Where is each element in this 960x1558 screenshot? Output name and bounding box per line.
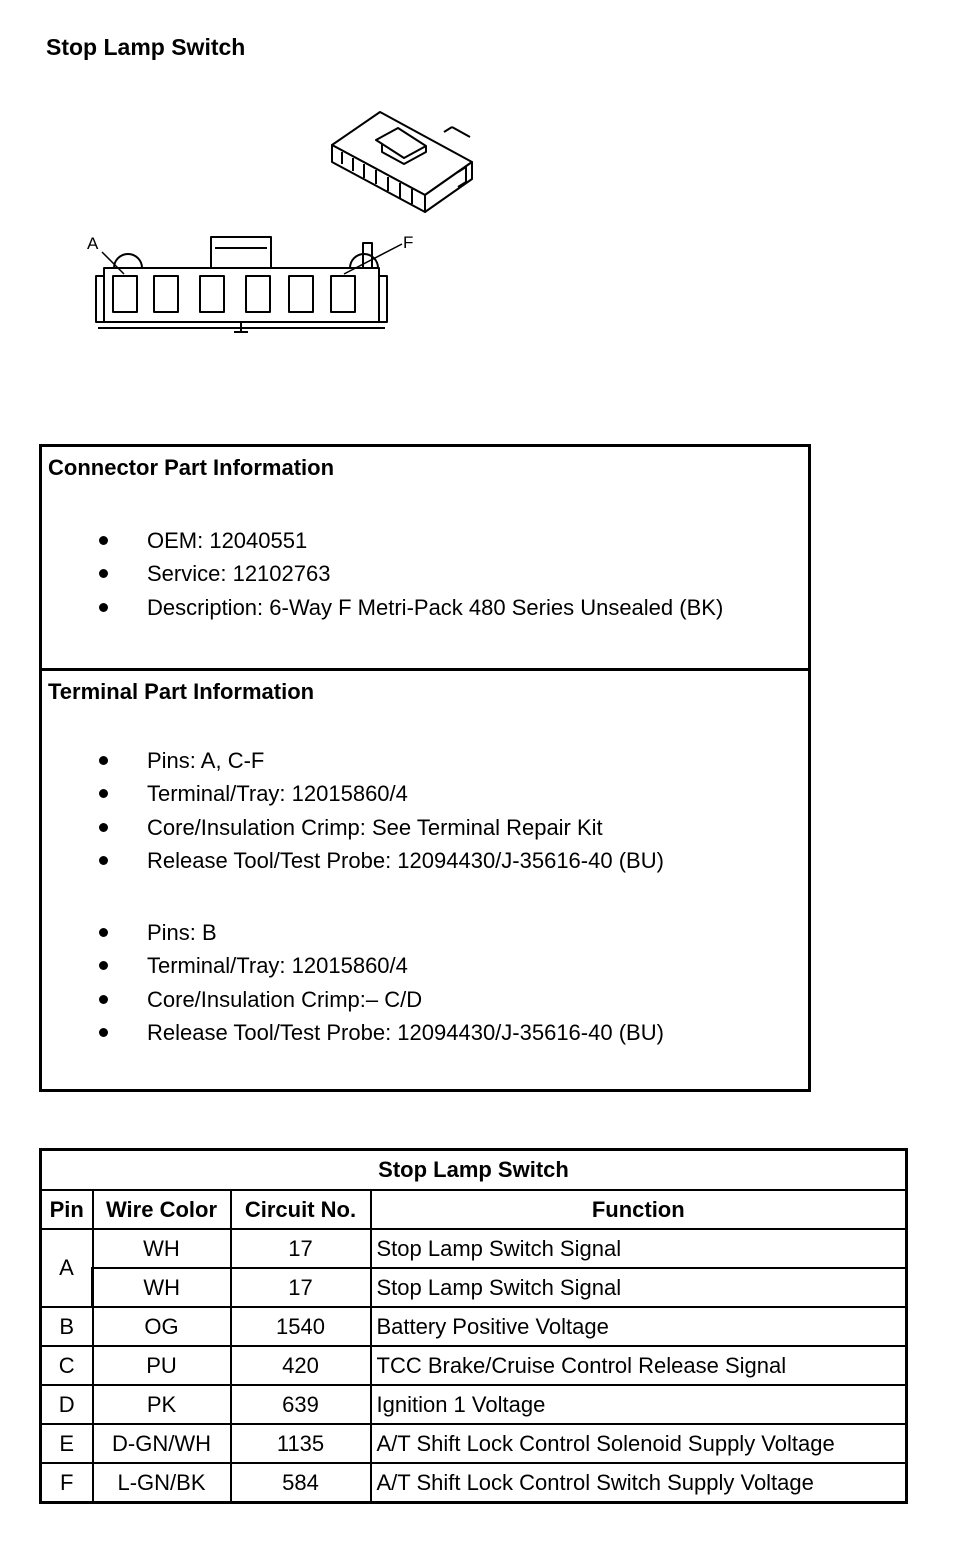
circuit-cell: 639	[231, 1385, 371, 1424]
bullet-icon	[99, 756, 108, 765]
bullet-icon	[99, 569, 108, 578]
pin-cell: D	[41, 1385, 93, 1424]
list-item: Release Tool/Test Probe: 12094430/J-35616-40 (BU)	[42, 1016, 808, 1049]
terminal-info-list-group-1	[42, 744, 808, 878]
terminal-part-info	[42, 668, 808, 1092]
page-title: Stop Lamp Switch	[46, 34, 246, 60]
pin-cell: A	[41, 1229, 93, 1307]
circuit-cell: 1540	[231, 1307, 371, 1346]
table-title: Stop Lamp Switch	[41, 1150, 907, 1191]
bullet-icon	[99, 603, 108, 612]
table-row	[41, 1307, 907, 1346]
circuit-cell: 1135	[231, 1424, 371, 1463]
list-item: Core/Insulation Crimp:– C/D	[42, 983, 808, 1016]
circuit-cell: 584	[231, 1463, 371, 1503]
bullet-icon	[99, 536, 108, 545]
bullet-icon	[99, 961, 108, 970]
column-header-wire-color: Wire Color	[93, 1190, 231, 1229]
list-item: Terminal/Tray: 12015860/4	[42, 949, 808, 982]
connector-illustration	[80, 100, 500, 350]
connector-front-view	[96, 237, 402, 332]
terminal-info-heading: Terminal Part Information	[48, 679, 315, 704]
function-cell: TCC Brake/Cruise Control Release Signal	[371, 1346, 907, 1385]
wire-color-cell: OG	[93, 1307, 231, 1346]
bullet-icon	[99, 856, 108, 865]
circuit-cell: 420	[231, 1346, 371, 1385]
list-item: Release Tool/Test Probe: 12094430/J-35616-40 (BU)	[42, 844, 808, 877]
list-item: Pins: B	[42, 916, 808, 949]
bullet-icon	[99, 928, 108, 937]
connector-info-heading: Connector Part Information	[48, 455, 335, 480]
circuit-cell: 17	[231, 1268, 371, 1307]
function-cell: Battery Positive Voltage	[371, 1307, 907, 1346]
bullet-icon	[99, 995, 108, 1004]
connector-isometric-view	[332, 112, 472, 212]
function-cell: A/T Shift Lock Control Solenoid Supply Voltage	[371, 1424, 907, 1463]
list-item: Pins: A, C-F	[42, 744, 808, 777]
pin-cell: F	[41, 1463, 93, 1503]
function-cell: Stop Lamp Switch Signal	[371, 1268, 907, 1307]
wire-color-cell: WH	[93, 1229, 231, 1268]
function-cell: Stop Lamp Switch Signal	[371, 1229, 907, 1268]
pin-cell: C	[41, 1346, 93, 1385]
column-header-circuit: Circuit No.	[231, 1190, 371, 1229]
table-row	[41, 1346, 907, 1385]
wire-color-cell: PK	[93, 1385, 231, 1424]
function-cell: Ignition 1 Voltage	[371, 1385, 907, 1424]
connector-drawing	[80, 100, 500, 350]
table-row	[41, 1424, 907, 1463]
pin-table	[39, 1148, 908, 1504]
terminal-info-list-group-2	[42, 916, 808, 1050]
table-row	[41, 1268, 907, 1307]
wire-color-cell: D-GN/WH	[93, 1424, 231, 1463]
wire-color-cell: L-GN/BK	[93, 1463, 231, 1503]
table-title-row	[41, 1150, 907, 1191]
pin-label-a: A	[87, 234, 99, 253]
bullet-icon	[99, 1028, 108, 1037]
function-cell: A/T Shift Lock Control Switch Supply Voltage	[371, 1463, 907, 1503]
list-item: Terminal/Tray: 12015860/4	[42, 777, 808, 810]
table-row	[41, 1229, 907, 1268]
table-header-row	[41, 1190, 907, 1229]
table-row	[41, 1385, 907, 1424]
list-item: OEM: 12040551	[42, 524, 808, 557]
table-row	[41, 1463, 907, 1503]
list-item: Description: 6-Way F Metri-Pack 480 Series Unsealed (BK)	[42, 591, 808, 624]
connector-part-info	[42, 447, 808, 665]
wire-color-cell: PU	[93, 1346, 231, 1385]
pin-cell: B	[41, 1307, 93, 1346]
part-information-box	[39, 444, 811, 1092]
bullet-icon	[99, 823, 108, 832]
column-header-pin: Pin	[41, 1190, 93, 1229]
connector-info-list	[42, 524, 808, 624]
wire-color-cell: WH	[93, 1268, 231, 1307]
list-item: Service: 12102763	[42, 557, 808, 590]
circuit-cell: 17	[231, 1229, 371, 1268]
pin-cell: E	[41, 1424, 93, 1463]
column-header-function: Function	[371, 1190, 907, 1229]
bullet-icon	[99, 789, 108, 798]
pin-label-f: F	[403, 233, 414, 252]
list-item: Core/Insulation Crimp: See Terminal Repair Kit	[42, 811, 808, 844]
